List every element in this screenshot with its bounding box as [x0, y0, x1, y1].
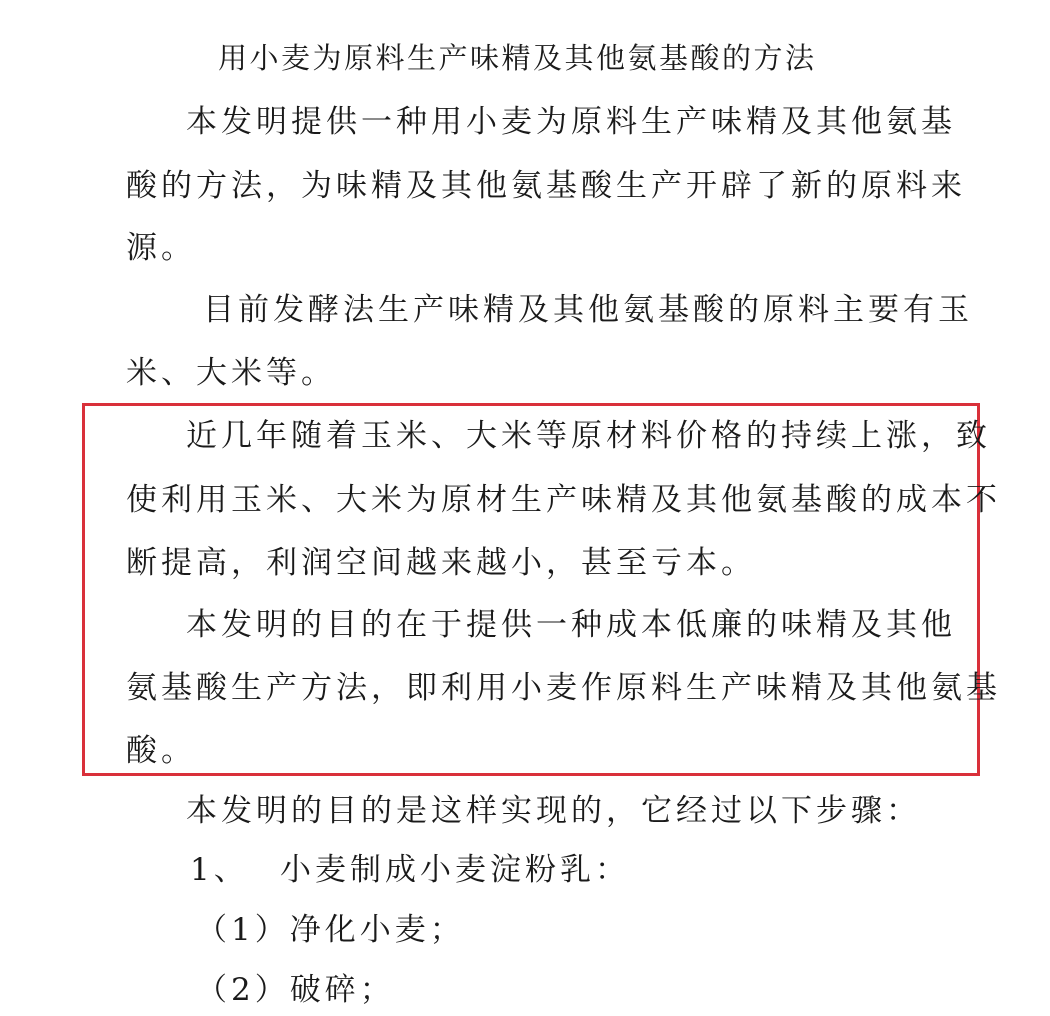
document-title: 用小麦为原料生产味精及其他氨基酸的方法 [218, 41, 817, 75]
purpose-line-1: 本发明的目的在于提供一种成本低廉的味精及其他 [186, 607, 956, 643]
problem-line-1: 近几年随着玉米、大米等原材料价格的持续上涨，致 [186, 418, 991, 454]
intro-line-1: 本发明提供一种用小麦为原料生产味精及其他氨基 [186, 104, 956, 140]
substep-2: （2）破碎； [196, 972, 395, 1008]
problem-line-2: 使利用玉米、大米为原材生产味精及其他氨基酸的成本不 [126, 482, 1001, 518]
background-line-2: 米、大米等。 [126, 355, 336, 391]
intro-line-2: 酸的方法，为味精及其他氨基酸生产开辟了新的原料来 [126, 168, 966, 204]
highlight-box [82, 403, 980, 776]
intro-line-3: 源。 [126, 230, 196, 266]
step-1 [190, 850, 630, 890]
problem-line-3: 断提高，利润空间越来越小，甚至亏本。 [126, 545, 756, 581]
purpose-line-2: 氨基酸生产方法，即利用小麦作原料生产味精及其他氨基 [126, 670, 1001, 706]
background-line-1: 目前发酵法生产味精及其他氨基酸的原料主要有玉 [203, 292, 973, 328]
implementation-line-1: 本发明的目的是这样实现的，它经过以下步骤： [186, 793, 921, 829]
step-1-text: 小麦制成小麦淀粉乳： [280, 852, 630, 888]
purpose-line-3: 酸。 [126, 733, 196, 769]
step-1-number: 1、 [190, 852, 249, 888]
substep-1: （1）净化小麦； [196, 912, 465, 948]
